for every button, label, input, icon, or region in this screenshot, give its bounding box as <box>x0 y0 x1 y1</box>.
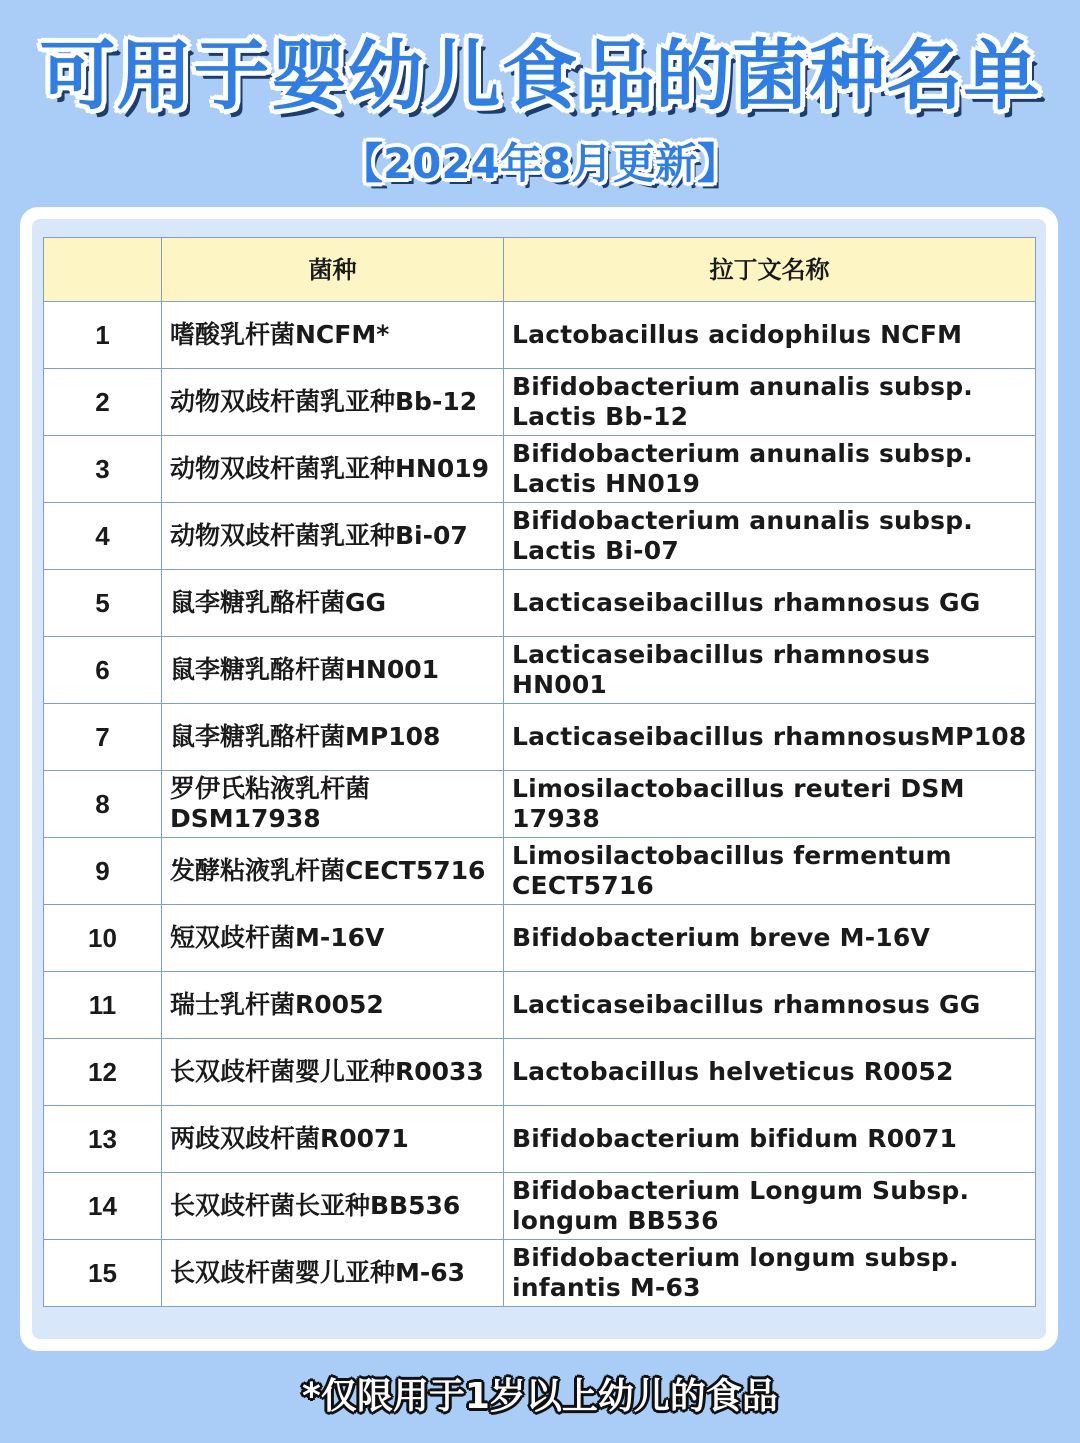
strain-name-latin: Limosilactobacillus reuteri DSM 17938 <box>504 771 1036 838</box>
strain-name-latin: Bifidobacterium anunalis subsp. Lactis Bb-12 <box>504 369 1036 436</box>
row-number: 11 <box>44 972 162 1039</box>
table-row <box>44 570 1036 637</box>
strain-name-cn: 动物双歧杆菌乳亚种Bb-12 <box>162 369 504 436</box>
strain-name-cn: 长双歧杆菌婴儿亚种M-63 <box>162 1240 504 1307</box>
strain-name-latin: Lacticaseibacillus rhamnosus HN001 <box>504 637 1036 704</box>
footnote: *仅限用于1岁以上幼儿的食品 <box>302 1376 778 1417</box>
strain-name-latin: Lacticaseibacillus rhamnosusMP108 <box>504 704 1036 771</box>
table-row <box>44 905 1036 972</box>
table-row <box>44 1106 1036 1173</box>
strain-name-latin: Bifidobacterium Longum Subsp. longum BB536 <box>504 1173 1036 1240</box>
strain-name-cn: 鼠李糖乳酪杆菌GG <box>162 570 504 637</box>
strain-list-card <box>20 207 1058 1351</box>
strain-name-latin: Limosilactobacillus fermentum CECT5716 <box>504 838 1036 905</box>
table-row <box>44 704 1036 771</box>
table-row <box>44 637 1036 704</box>
table-row <box>44 972 1036 1039</box>
table-row <box>44 436 1036 503</box>
strain-name-cn: 罗伊氏粘液乳杆菌DSM17938 <box>162 771 504 838</box>
strain-name-latin: Lactobacillus acidophilus NCFM <box>504 302 1036 369</box>
strain-name-cn: 动物双歧杆菌乳亚种Bi-07 <box>162 503 504 570</box>
header-index <box>44 238 162 302</box>
table-row <box>44 503 1036 570</box>
update-date-subtitle: 【2024年8月更新】 <box>340 139 740 188</box>
table-row <box>44 771 1036 838</box>
strain-name-latin: Lacticaseibacillus rhamnosus GG <box>504 570 1036 637</box>
strain-name-cn: 动物双歧杆菌乳亚种HN019 <box>162 436 504 503</box>
strain-name-cn: 两歧双歧杆菌R0071 <box>162 1106 504 1173</box>
row-number: 2 <box>44 369 162 436</box>
strain-name-latin: Lacticaseibacillus rhamnosus GG <box>504 972 1036 1039</box>
header-strain: 菌种 <box>162 238 504 302</box>
strain-name-latin: Bifidobacterium breve M-16V <box>504 905 1036 972</box>
strain-name-latin: Lactobacillus helveticus R0052 <box>504 1039 1036 1106</box>
strain-name-cn: 嗜酸乳杆菌NCFM* <box>162 302 504 369</box>
row-number: 14 <box>44 1173 162 1240</box>
strain-name-cn: 瑞士乳杆菌R0052 <box>162 972 504 1039</box>
table-row <box>44 1173 1036 1240</box>
strain-name-latin: Bifidobacterium anunalis subsp. Lactis Bi-07 <box>504 503 1036 570</box>
page-title: 可用于婴幼儿食品的菌种名单 <box>39 31 1041 120</box>
table-row <box>44 1240 1036 1307</box>
strain-name-cn: 发酵粘液乳杆菌CECT5716 <box>162 838 504 905</box>
row-number: 9 <box>44 838 162 905</box>
row-number: 4 <box>44 503 162 570</box>
header-latin-name: 拉丁文名称 <box>504 238 1036 302</box>
strain-table <box>43 237 1036 1307</box>
row-number: 15 <box>44 1240 162 1307</box>
row-number: 3 <box>44 436 162 503</box>
table-header-row <box>44 238 1036 302</box>
row-number: 13 <box>44 1106 162 1173</box>
row-number: 1 <box>44 302 162 369</box>
strain-name-cn: 长双歧杆菌婴儿亚种R0033 <box>162 1039 504 1106</box>
table-row <box>44 302 1036 369</box>
table-row <box>44 838 1036 905</box>
strain-name-cn: 鼠李糖乳酪杆菌MP108 <box>162 704 504 771</box>
strain-name-latin: Bifidobacterium longum subsp. infantis M-63 <box>504 1240 1036 1307</box>
table-row <box>44 1039 1036 1106</box>
strain-name-latin: Bifidobacterium bifidum R0071 <box>504 1106 1036 1173</box>
row-number: 6 <box>44 637 162 704</box>
strain-name-cn: 短双歧杆菌M-16V <box>162 905 504 972</box>
strain-name-latin: Bifidobacterium anunalis subsp. Lactis HN019 <box>504 436 1036 503</box>
table-row <box>44 369 1036 436</box>
row-number: 7 <box>44 704 162 771</box>
strain-name-cn: 长双歧杆菌长亚种BB536 <box>162 1173 504 1240</box>
row-number: 5 <box>44 570 162 637</box>
strain-name-cn: 鼠李糖乳酪杆菌HN001 <box>162 637 504 704</box>
row-number: 10 <box>44 905 162 972</box>
row-number: 8 <box>44 771 162 838</box>
row-number: 12 <box>44 1039 162 1106</box>
